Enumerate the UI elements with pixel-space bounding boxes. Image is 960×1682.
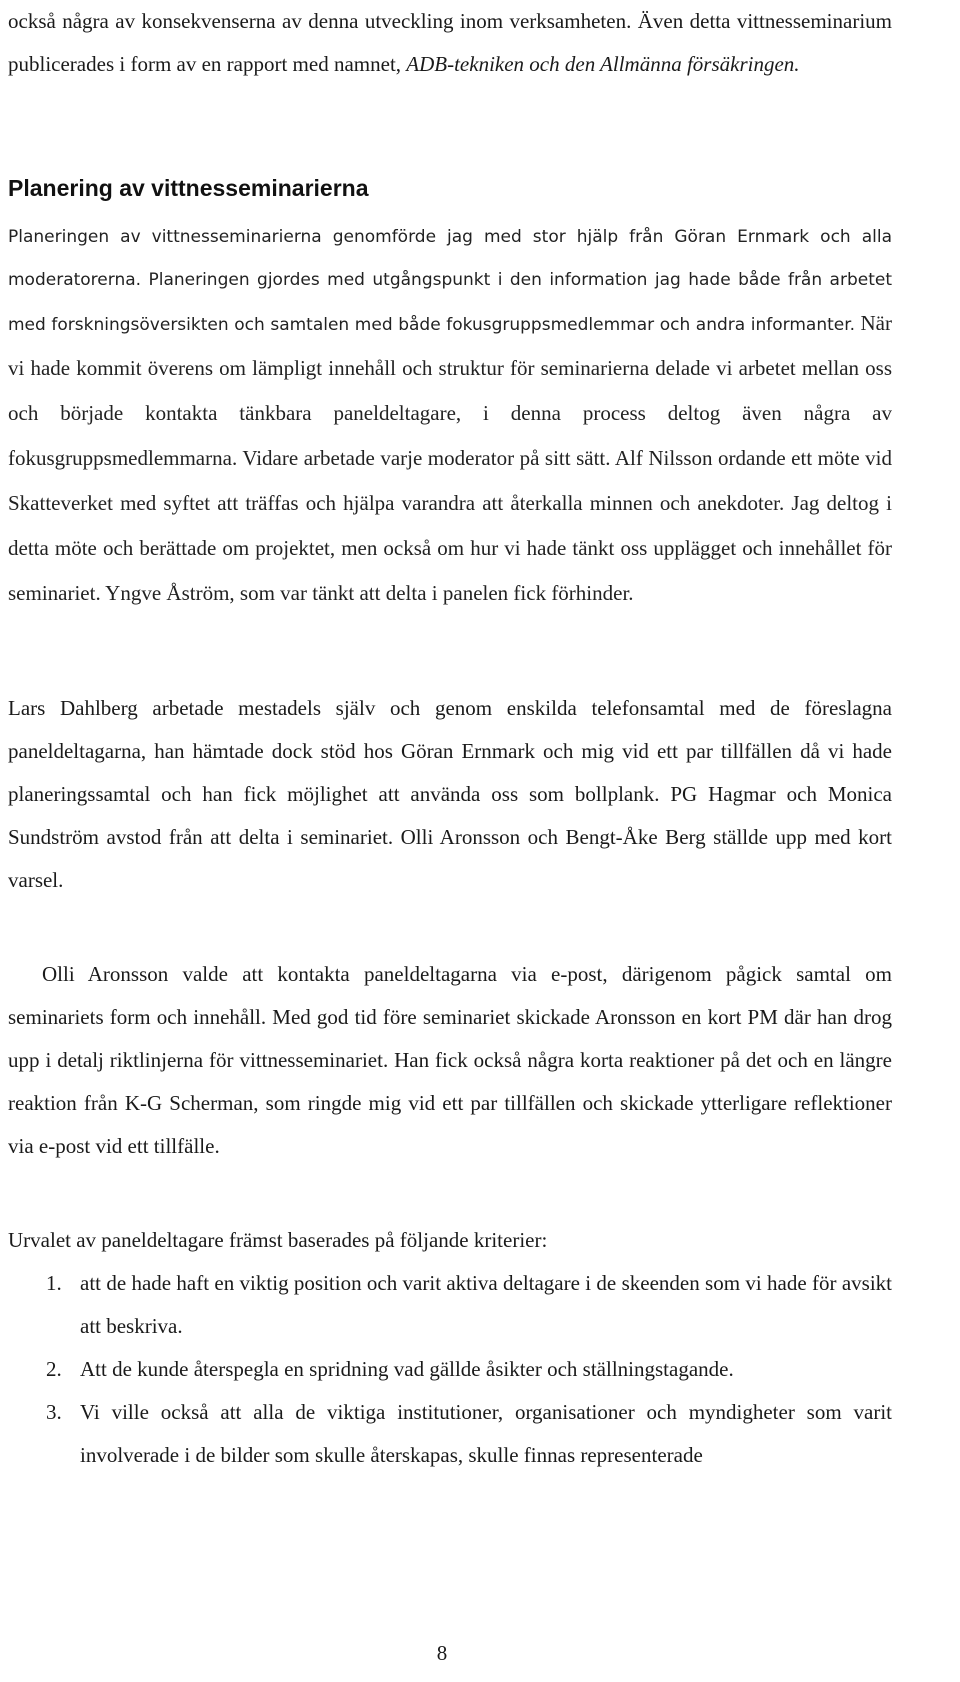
list-item-text: Att de kunde återspegla en spridning vad gällde åsikter och ställningstagande. [80,1357,734,1381]
list-item-number: 2. [46,1357,62,1381]
criteria-list [8,1262,892,1477]
list-item-number: 1. [46,1271,62,1295]
olli-paragraph: Olli Aronsson valde att kontakta paneldeltagarna via e-post, därigenom pågick samtal om seminariets form och innehåll. Med god tid före seminariet skickade Aronsson en kort PM där han drog upp i detalj riktlinjerna för vittnesseminariet. Han fick också några korta reaktioner på det och en längre reaktion från K-G Scherman, som ringde mig vid ett par tillfällen och skickade ytterligare reflektioner via e-post vid ett tillfälle. [8,962,892,1158]
list-item-text: att de hade haft en viktig position och varit aktiva deltagare i de skeenden som vi hade för avsikt att beskriva. [80,1271,892,1338]
report-title: ADB-tekniken och den Allmänna försäkringen. [406,52,800,76]
list-item-text: Vi ville också att alla de viktiga institutioner, organisationer och myndigheter som varit involverade i de bilder som skulle återskapas, skulle finnas representerade [80,1400,892,1467]
intro-paragraph [8,0,892,86]
list-item [8,1391,892,1477]
criteria-intro: Urvalet av paneldeltagare främst baserades på följande kriterier: [8,1228,548,1252]
page-number: 8 [436,1641,448,1665]
intro-text: också några av konsekvenserna av denna utveckling inom verksamheten. Även detta vittnesseminarium publicerades i form av en rapport med namnet, [8,9,892,76]
planning-paragraph-sans: Planeringen av vittnesseminarierna genomförde jag med stor hjälp från Göran Ernmark och alla moderatorerna. Planeringen gjordes med utgångspunkt i den information jag hade både från arbetet med forskningsöversikten och samtalen med både fokusgruppsmedlemmar och andra informanter. [8,227,892,335]
planning-paragraph [8,216,892,617]
lars-paragraph: Lars Dahlberg arbetade mestadels själv och genom enskilda telefonsamtal med de föreslagna paneldeltagarna, han hämtade dock stöd hos Göran Ernmark och mig vid ett par tillfällen då vi hade planeringssamtal och han fick möjlighet att använda oss som bollplank. PG Hagmar och Monica Sundström avstod från att delta i seminariet. Olli Aronsson och Bengt-Åke Berg ställde upp med kort varsel. [8,696,892,892]
section-heading: Planering av vittnesseminarierna [8,175,369,201]
planning-paragraph-serif: När vi hade kommit överens om lämpligt innehåll och struktur för seminarierna delade vi arbetet mellan oss och började kontakta tänkbara paneldeltagare, i denna process deltog även några av fokusgruppsmedlemmarna. Vidare arbetade varje moderator på sitt sätt. Alf Nilsson ordande ett möte vid Skatteverket med syftet att träffas och hjälpa varandra att återkalla minnen och anekdoter. Jag deltog i detta möte och berättade om projektet, men också om hur vi hade tänkt oss upplägget och innehållet för seminariet. Yngve Åström, som var tänkt att delta i panelen fick förhinder. [8,311,892,605]
list-item [8,1348,892,1391]
list-item [8,1262,892,1348]
list-item-number: 3. [46,1400,62,1424]
